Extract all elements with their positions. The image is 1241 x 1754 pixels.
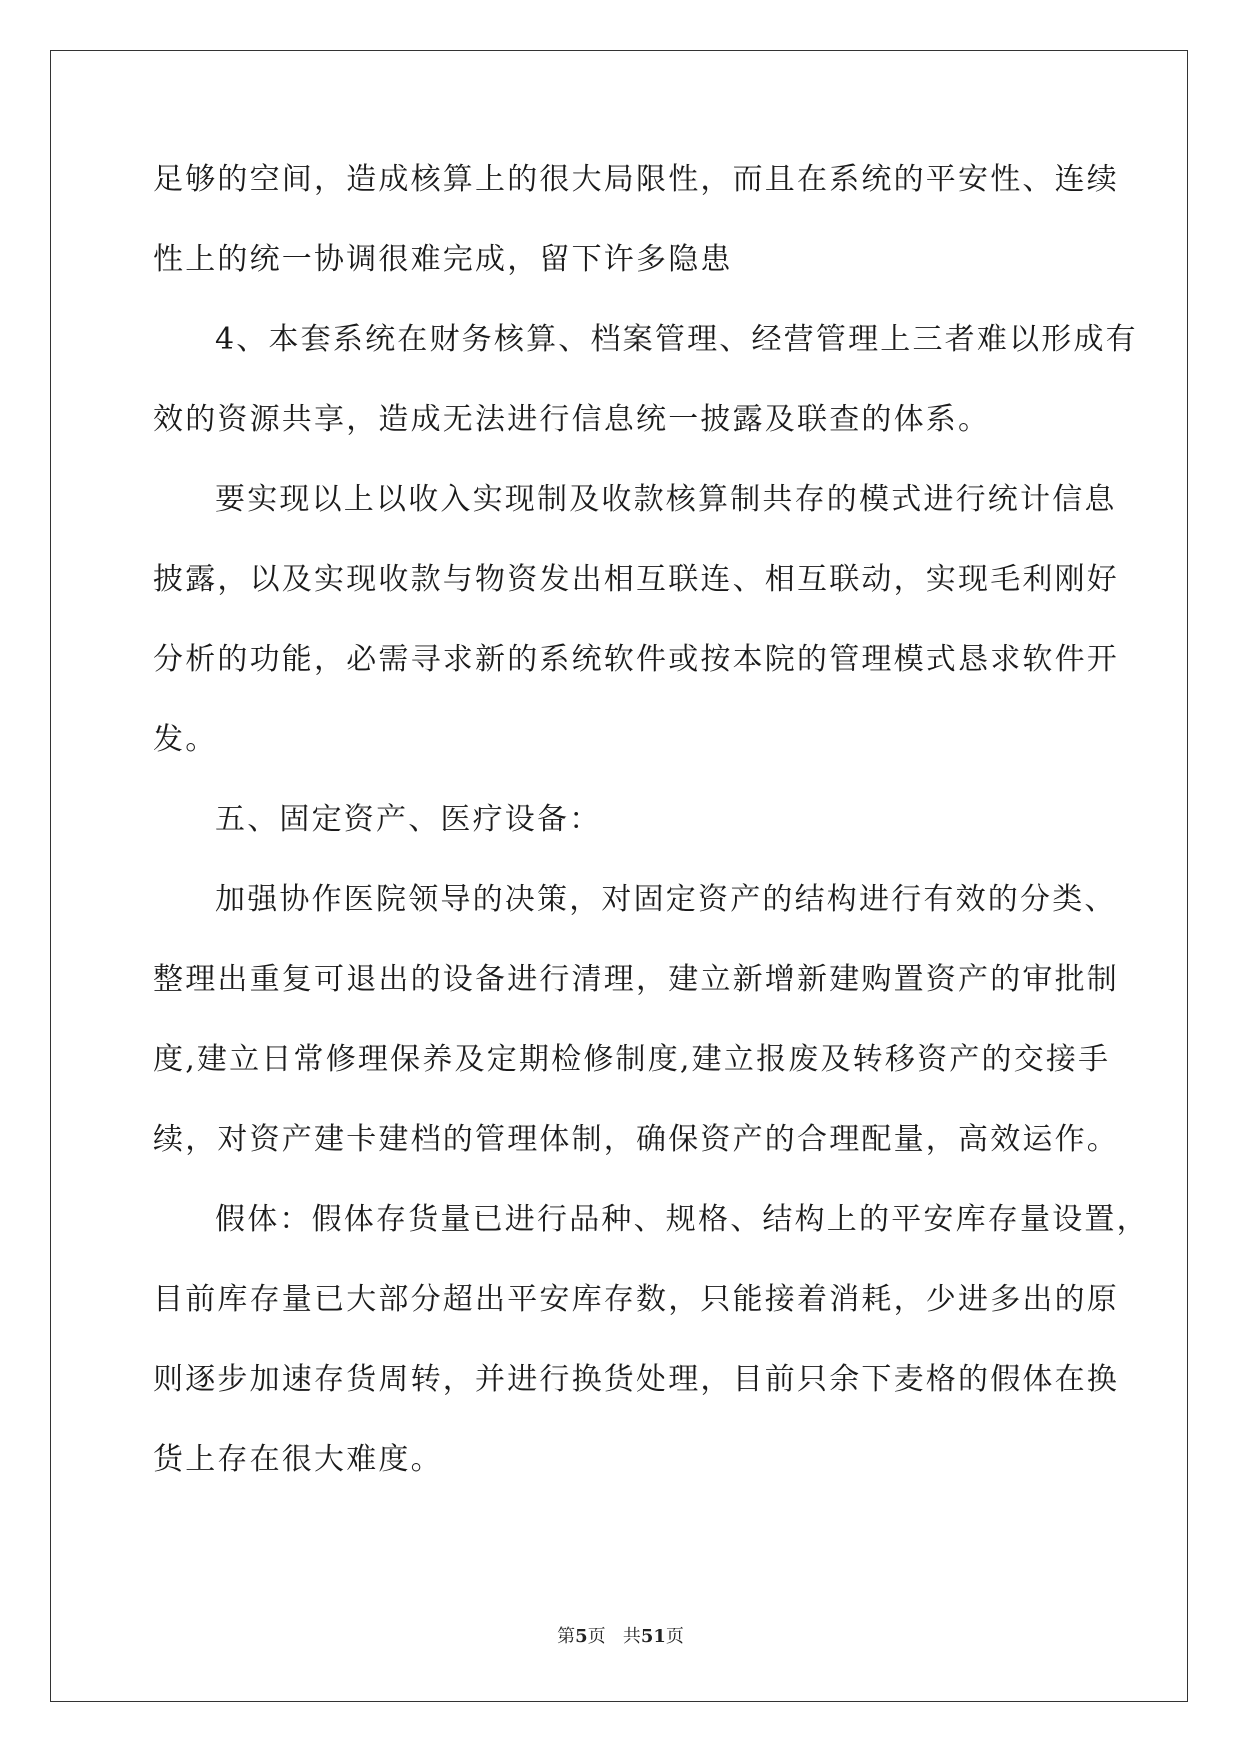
current-page-number: 5 [575, 1626, 588, 1647]
footer-total-suffix: 页 [665, 1626, 684, 1647]
text-line: 假体：假体存货量已进行品种、规格、结构上的平安库存量设置， [215, 1202, 1149, 1237]
footer-page-suffix: 页 [587, 1626, 606, 1647]
text-line: 分析的功能，必需寻求新的系统软件或按本院的管理模式恳求软件开 [153, 642, 1119, 677]
total-page-count: 51 [640, 1626, 666, 1647]
text-line: 加强协作医院领导的决策，对固定资产的结构进行有效的分类、 [215, 882, 1117, 917]
text-line: 目前库存量已大部分超出平安库存数，只能接着消耗，少进多出的原 [153, 1282, 1119, 1317]
text-line: 度,建立日常修理保养及定期检修制度,建立报废及转移资产的交接手 [153, 1042, 1111, 1077]
footer-total-prefix: 共 [622, 1626, 641, 1647]
text-line: 披露，以及实现收款与物资发出相互联连、相互联动，实现毛利刚好 [153, 562, 1119, 597]
text-line: 货上存在很大难度。 [153, 1442, 443, 1477]
text-line: 4、本套系统在财务核算、档案管理、经营管理上三者难以形成有 [215, 322, 1138, 357]
page-footer [0, 1622, 1241, 1648]
footer-prefix: 第 [557, 1626, 576, 1647]
text-line: 要实现以上以收入实现制及收款核算制共存的模式进行统计信息 [215, 482, 1117, 517]
text-line: 性上的统一协调很难完成，留下许多隐患 [153, 242, 733, 277]
text-line: 续，对资产建卡建档的管理体制，确保资产的合理配量，高效运作。 [153, 1122, 1119, 1157]
text-line: 五、固定资产、医疗设备： [215, 802, 602, 837]
text-line: 足够的空间，造成核算上的很大局限性，而且在系统的平安性、连续 [153, 162, 1119, 197]
text-line: 则逐步加速存货周转，并进行换货处理，目前只余下麦格的假体在换 [153, 1362, 1119, 1397]
text-line: 效的资源共享，造成无法进行信息统一披露及联查的体系。 [153, 402, 991, 437]
text-line: 发。 [153, 722, 218, 757]
document-body [153, 160, 1149, 1520]
text-line: 整理出重复可退出的设备进行清理，建立新增新建购置资产的审批制 [153, 962, 1119, 997]
